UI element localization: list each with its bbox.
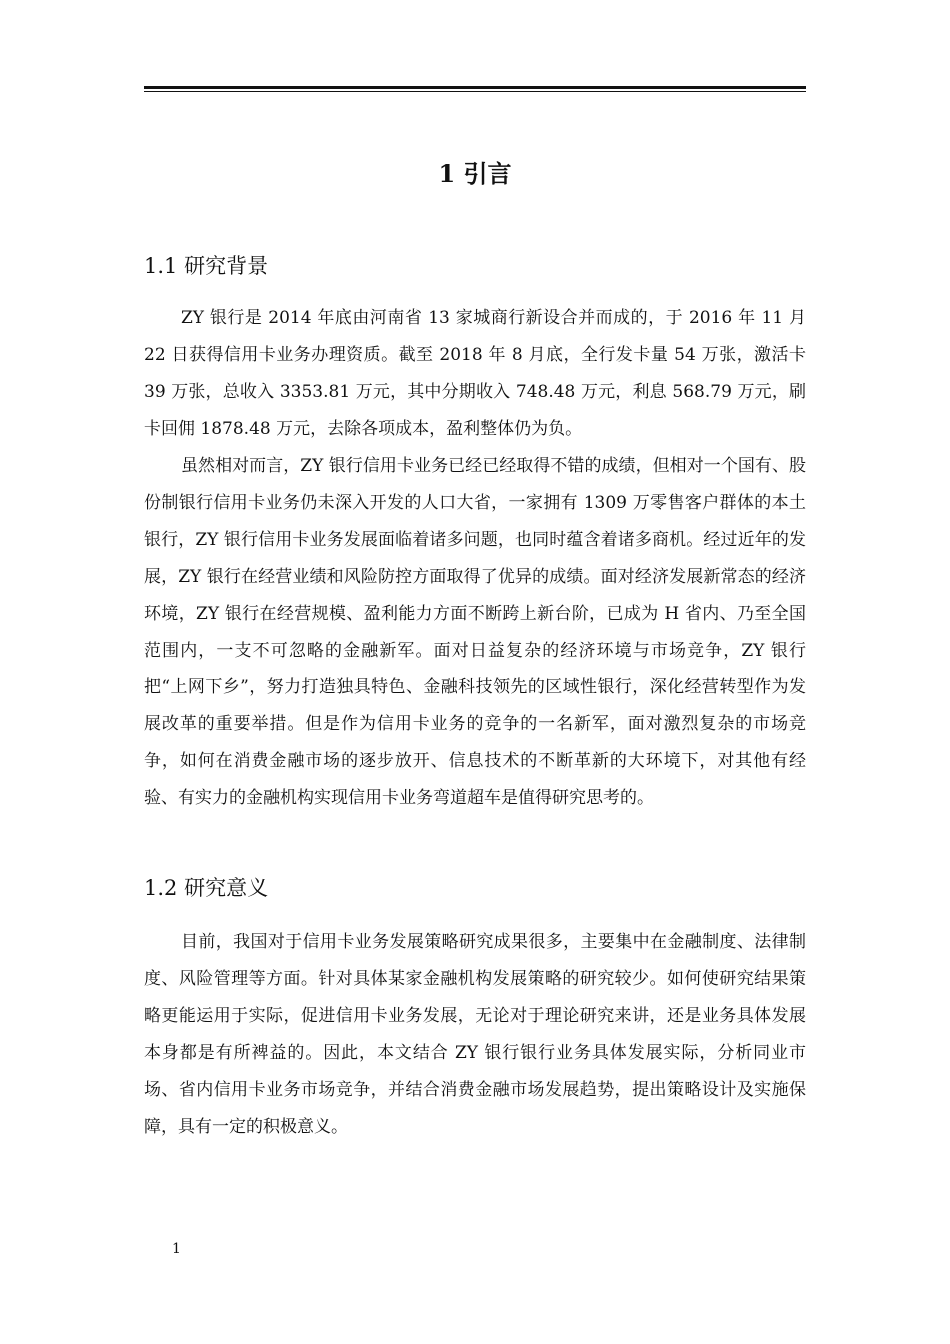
chapter-title: 1 引言: [438, 159, 512, 188]
section-heading-background: 1.1 研究背景: [144, 254, 269, 278]
paragraph-significance-1: 目前，我国对于信用卡业务发展策略研究成果很多，主要集中在金融制度、法律制度、风险管理等方面。针对具体某家金融机构发展策略的研究较少。如何使研究结果策略更能运用于实际，促进信用卡业务发展，无论对于理论研究来讲，还是业务具体发展本身都是有所裨益的。因此，本文结合 ZY 银行银行业务具体发展实际，分析同业市场、省内信用卡业务市场竞争，并结合消费金融市场发展趋势，提出策略设计及实施保障，具有一定的积极意义。: [144, 932, 806, 1137]
paragraph-background-2: 虽然相对而言，ZY 银行信用卡业务已经已经取得不错的成绩，但相对一个国有、股份制银行信用卡业务仍未深入开发的人口大省，一家拥有 1309 万零售客户群体的本土银行，ZY 银行信用卡业务发展面临着诸多问题，也同时蕴含着诸多商机。经过近年的发展，ZY 银行在经营业绩和风险防控方面取得了优异的成绩。面对经济发展新常态的经济环境，ZY 银行在经营规模、盈利能力方面不断跨上新台阶，已成为 H 省内、乃至全国范围内，一支不可忽略的金融新军。面对日益复杂的经济环境与市场竞争，ZY 银行把“上网下乡”，努力打造独具特色、金融科技领先的区域性银行，深化经营转型作为发展改革的重要举措。但是作为信用卡业务的竞争的一名新军，面对激烈复杂的市场竞争，如何在消费金融市场的逐步放开、信息技术的不断革新的大环境下，对其他有经验、有实力的金融机构实现信用卡业务弯道超车是值得研究思考的。: [144, 456, 806, 809]
header-rule-thick: [144, 86, 806, 89]
page-number: 1: [172, 1241, 181, 1257]
paragraph-background-1: ZY 银行是 2014 年底由河南省 13 家城商行新设合并而成的，于 2016 年 11 月 22 日获得信用卡业务办理资质。截至 2018 年 8 月底，全行发卡量 54 万张，激活卡 39 万张，总收入 3353.81 万元，其中分期收入 748.48 万元，利息 568.79 万元，刷卡回佣 1878.48 万元，去除各项成本，盈利整体仍为负。: [144, 308, 806, 439]
section-heading-significance: 1.2 研究意义: [144, 876, 269, 900]
header-rule-thin: [144, 91, 806, 92]
